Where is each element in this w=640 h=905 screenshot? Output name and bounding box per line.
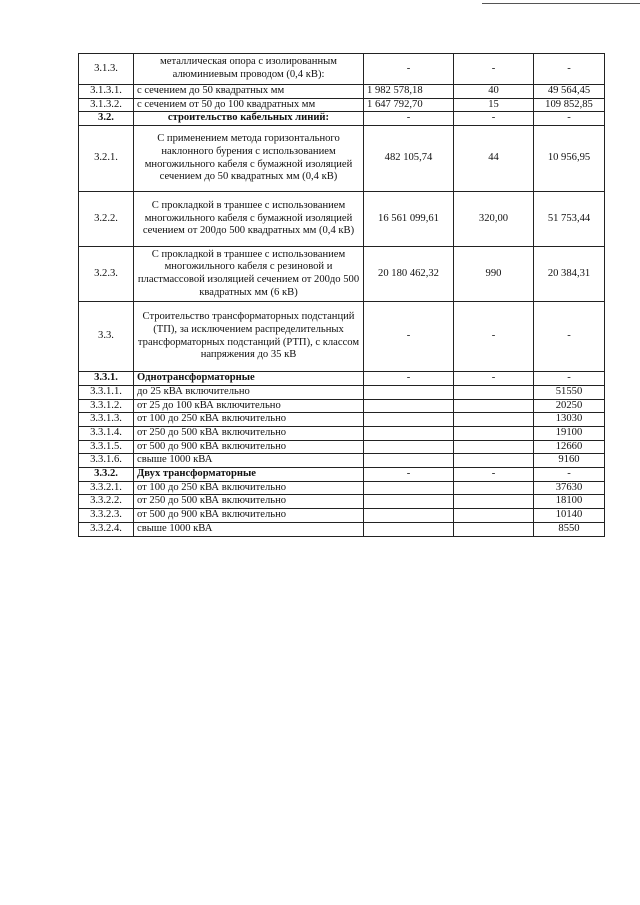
row-cost: 1 982 578,18 [364,85,454,99]
row-quantity [454,509,534,523]
row-cost [364,495,454,509]
row-cost: - [364,468,454,482]
row-rate: 13030 [534,413,605,427]
row-description: с сечением до 50 квадратных мм [134,85,364,99]
table-row [79,192,605,247]
row-number: 3.3.2.4. [79,522,134,536]
row-number: 3.2. [79,112,134,126]
row-rate: 9160 [534,454,605,468]
table-row [79,509,605,523]
row-rate: - [534,112,605,126]
row-number: 3.2.2. [79,192,134,247]
table-row [79,126,605,192]
row-rate: 19100 [534,426,605,440]
table-row [79,302,605,372]
row-description: от 25 до 100 кВА включительно [134,399,364,413]
row-description: свыше 1000 кВА [134,522,364,536]
row-cost [364,440,454,454]
row-quantity [454,522,534,536]
row-cost [364,522,454,536]
row-cost: - [364,54,454,85]
row-description: до 25 кВА включительно [134,385,364,399]
row-number: 3.3. [79,302,134,372]
row-cost [364,426,454,440]
row-description: от 500 до 900 кВА включительно [134,509,364,523]
row-rate: 10140 [534,509,605,523]
table-row [79,481,605,495]
row-quantity [454,399,534,413]
row-number: 3.3.1.3. [79,413,134,427]
row-description: С прокладкой в траншее с использованием многожильного кабеля с бумажной изоляцией сечением от 200до 500 квадратных мм (0,4 кВ) [134,192,364,247]
row-number: 3.3.2.3. [79,509,134,523]
row-quantity [454,440,534,454]
row-quantity: - [454,302,534,372]
tariff-table [78,53,605,537]
row-number: 3.3.1.5. [79,440,134,454]
row-rate: 51550 [534,385,605,399]
row-number: 3.1.3.2. [79,98,134,112]
row-description: от 250 до 500 кВА включительно [134,426,364,440]
row-number: 3.3.1.2. [79,399,134,413]
row-quantity: 44 [454,126,534,192]
table-row [79,399,605,413]
row-quantity [454,481,534,495]
row-description: с сечением от 50 до 100 квадратных мм [134,98,364,112]
row-description: от 250 до 500 кВА включительно [134,495,364,509]
row-cost [364,385,454,399]
row-number: 3.2.1. [79,126,134,192]
row-quantity: - [454,468,534,482]
row-number: 3.3.1.1. [79,385,134,399]
row-description: С применением метода горизонтального наклонного бурения с использованием многожильного кабеля с бумажной изоляцией сечением до 50 квадратных мм (0,4 кВ) [134,126,364,192]
row-rate: 20250 [534,399,605,413]
table-row [79,454,605,468]
row-quantity [454,454,534,468]
row-quantity: 15 [454,98,534,112]
table-row [79,413,605,427]
row-description: Однотрансформаторные [134,372,364,386]
row-number: 3.3.1. [79,372,134,386]
table-row [79,247,605,302]
row-rate: - [534,468,605,482]
row-rate: - [534,54,605,85]
row-number: 3.1.3. [79,54,134,85]
row-rate: 109 852,85 [534,98,605,112]
row-quantity: - [454,112,534,126]
row-cost [364,454,454,468]
row-number: 3.3.2. [79,468,134,482]
table-row [79,440,605,454]
row-number: 3.3.2.1. [79,481,134,495]
row-number: 3.3.1.6. [79,454,134,468]
row-description: от 100 до 250 кВА включительно [134,413,364,427]
header-rule [482,3,640,4]
table-row [79,385,605,399]
row-rate: - [534,302,605,372]
row-description: С прокладкой в траншее с использованием многожильного кабеля с резиновой и пластмассовой изоляцией сечением от 200до 500 квадратных мм (6 кВ) [134,247,364,302]
row-cost: 20 180 462,32 [364,247,454,302]
table-row [79,54,605,85]
row-number: 3.3.2.2. [79,495,134,509]
row-quantity [454,426,534,440]
row-cost [364,413,454,427]
row-quantity [454,495,534,509]
table-row [79,112,605,126]
row-rate: 10 956,95 [534,126,605,192]
row-quantity: - [454,372,534,386]
row-cost: 16 561 099,61 [364,192,454,247]
row-cost: - [364,302,454,372]
row-cost [364,481,454,495]
row-quantity: 990 [454,247,534,302]
row-cost: - [364,112,454,126]
row-description: Строительство трансформаторных подстанций (ТП), за исключением распределительных трансформаторных подстанций (РТП), с классом напряжения до 35 кВ [134,302,364,372]
row-quantity: - [454,54,534,85]
row-quantity [454,413,534,427]
row-quantity: 40 [454,85,534,99]
row-description: свыше 1000 кВА [134,454,364,468]
row-cost [364,509,454,523]
row-cost: 1 647 792,70 [364,98,454,112]
row-number: 3.2.3. [79,247,134,302]
table-row [79,372,605,386]
row-cost: 482 105,74 [364,126,454,192]
row-rate: - [534,372,605,386]
row-description: Двух трансформаторные [134,468,364,482]
row-description: от 500 до 900 кВА включительно [134,440,364,454]
row-quantity: 320,00 [454,192,534,247]
row-number: 3.1.3.1. [79,85,134,99]
row-description: металлическая опора с изолированным алюминиевым проводом (0,4 кВ): [134,54,364,85]
row-rate: 20 384,31 [534,247,605,302]
table-row [79,85,605,99]
row-description: строительство кабельных линий: [134,112,364,126]
table-row [79,98,605,112]
row-rate: 51 753,44 [534,192,605,247]
row-description: от 100 до 250 кВА включительно [134,481,364,495]
row-number: 3.3.1.4. [79,426,134,440]
row-rate: 8550 [534,522,605,536]
row-rate: 12660 [534,440,605,454]
table-row [79,522,605,536]
row-rate: 49 564,45 [534,85,605,99]
row-quantity [454,385,534,399]
table-row [79,468,605,482]
row-cost [364,399,454,413]
row-rate: 37630 [534,481,605,495]
row-cost: - [364,372,454,386]
row-rate: 18100 [534,495,605,509]
table-row [79,426,605,440]
table-row [79,495,605,509]
